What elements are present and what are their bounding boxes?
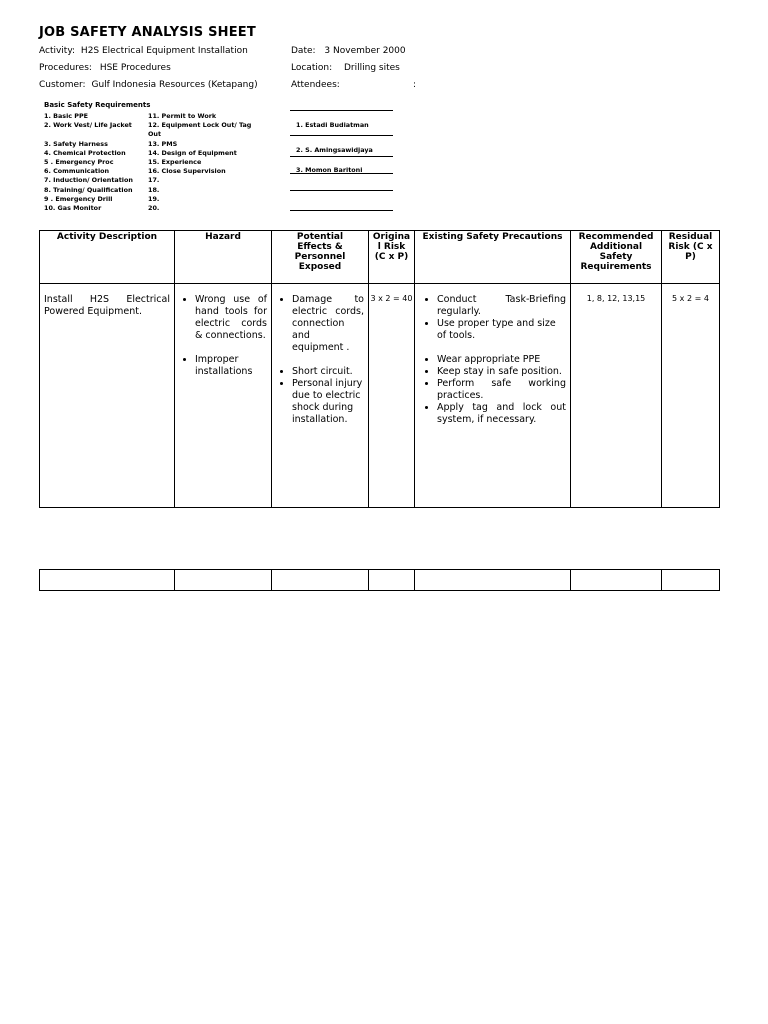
header-residual: Residual Risk (C x P) <box>662 231 720 284</box>
cell-hazard <box>175 284 272 508</box>
header-recommended: Recommended Additional Safety Requirements <box>571 231 662 284</box>
requirement-item: 3. Safety Harness <box>44 139 108 148</box>
requirement-item: 10. Gas Monitor <box>44 204 102 213</box>
list-item: • Personal injury due to electric shock during installation. <box>292 378 364 426</box>
requirement-item: 9 . Emergency Drill <box>44 194 113 203</box>
activity-text: Install H2S Electrical Powered Equipment. <box>44 294 170 317</box>
attendee-line <box>290 156 393 157</box>
empty-table <box>39 569 720 591</box>
precautions-list <box>419 294 566 426</box>
header-hazard: Hazard <box>175 231 272 284</box>
table-row <box>40 284 720 508</box>
empty-cell <box>369 570 415 591</box>
requirement-item: 6. Communication <box>44 167 110 176</box>
attendee-name: 1. Estadi Budiatman <box>296 121 369 129</box>
header-orig-risk: Original Risk (C x P) <box>369 231 415 284</box>
requirement-item: 8. Training/ Qualification <box>44 185 133 194</box>
location-label: Location: <box>291 63 333 73</box>
procedures-value: HSE Procedures <box>99 63 171 73</box>
header-effects: Potential Effects & Personnel Exposed <box>272 231 369 284</box>
attendee-line <box>290 110 393 111</box>
activity-label: Activity: <box>39 46 76 56</box>
list-item: • Damage to electric cords, connection and equipment . <box>292 294 364 354</box>
requirement-item <box>44 130 133 139</box>
procedures-label: Procedures: <box>39 63 92 73</box>
requirement-item: 2. Work Vest/ Life Jacket <box>44 121 132 130</box>
list-item: • Improper installations <box>195 354 267 378</box>
table-row <box>40 570 720 591</box>
cell-residual <box>662 284 720 508</box>
cell-orig-risk <box>369 284 415 508</box>
date-value: 3 November 2000 <box>324 46 406 56</box>
requirement-item: 20. <box>148 204 160 213</box>
list-item: • Keep stay in safe position. <box>437 366 566 378</box>
empty-cell <box>272 570 369 591</box>
list-item: • Short circuit. <box>292 366 364 378</box>
requirement-item: 11. Permit to Work <box>148 112 217 120</box>
cell-effects <box>272 284 369 508</box>
attendee-line <box>290 135 393 136</box>
cell-recommended <box>571 284 662 508</box>
customer-value: Gulf Indonesia Resources (Ketapang) <box>91 80 258 90</box>
attendees-colon: : <box>413 80 417 90</box>
date-line <box>291 46 406 56</box>
list-item: • Wrong use of hand tools for electric cords & connections. <box>195 294 267 342</box>
empty-cell <box>571 570 662 591</box>
procedures-line <box>39 63 171 73</box>
recommended-value: 1, 8, 12, 13,15 <box>586 294 646 303</box>
requirement-item: 12. Equipment Lock Out/ Tag <box>148 121 252 130</box>
list-item: • Perform safe working practices. <box>437 378 566 402</box>
header-activity: Activity Description <box>40 231 175 284</box>
date-label: Date: <box>291 46 316 56</box>
orig-risk-value: 3 x 2 = 40 <box>370 294 413 303</box>
requirements-left-list <box>44 112 133 213</box>
requirement-item: 17. <box>148 176 160 185</box>
residual-value: 5 x 2 = 4 <box>672 294 709 303</box>
activity-line <box>39 46 248 56</box>
empty-cell <box>175 570 272 591</box>
empty-cell <box>415 570 571 591</box>
list-item: • Conduct Task-Briefing regularly. <box>437 294 566 318</box>
requirement-item: 13. PMS <box>148 139 178 148</box>
attendee-name: 3. Momon Baritoni <box>296 166 363 174</box>
requirements-title: Basic Safety Requirements <box>44 101 151 109</box>
empty-cell <box>40 570 175 591</box>
location-line <box>291 63 400 73</box>
requirement-item: 5 . Emergency Proc <box>44 158 114 166</box>
cell-activity <box>40 284 175 508</box>
customer-line <box>39 80 258 90</box>
requirement-item: 15. Experience <box>148 158 202 167</box>
attendee-name: 2. S. Amingsawidjaya <box>296 146 373 154</box>
attendee-line <box>290 190 393 191</box>
effects-list <box>274 294 364 426</box>
requirement-item: 1. Basic PPE <box>44 112 89 120</box>
requirement-item: 18. <box>148 185 160 194</box>
attendee-line <box>290 173 393 174</box>
requirement-item: 7. Induction/ Orientation <box>44 176 133 185</box>
location-value: Drilling sites <box>343 63 400 73</box>
requirement-item: 19. <box>148 194 160 203</box>
cell-precautions <box>415 284 571 508</box>
customer-label: Customer: <box>39 80 86 90</box>
requirement-item: 16. Close Supervision <box>148 167 226 176</box>
hazard-list <box>177 294 267 378</box>
activity-value: H2S Electrical Equipment Installation <box>80 46 248 56</box>
attendee-line <box>290 210 393 211</box>
list-item: • Wear appropriate PPE <box>437 354 566 366</box>
empty-cell <box>662 570 720 591</box>
list-item: • Apply tag and lock out system, if necessary. <box>437 402 566 426</box>
requirements-right-list <box>148 112 251 213</box>
requirement-item: 4. Chemical Protection <box>44 148 126 157</box>
page-title: JOB SAFETY ANALYSIS SHEET <box>39 25 256 40</box>
table-header-row <box>40 231 720 284</box>
header-precautions: Existing Safety Precautions <box>415 231 571 284</box>
requirement-item: Out <box>148 130 162 139</box>
analysis-table <box>39 230 720 508</box>
attendees-label: Attendees: <box>291 80 340 90</box>
list-item: • Use proper type and size of tools. <box>437 318 566 342</box>
requirement-item: 14. Design of Equipment <box>148 148 237 157</box>
